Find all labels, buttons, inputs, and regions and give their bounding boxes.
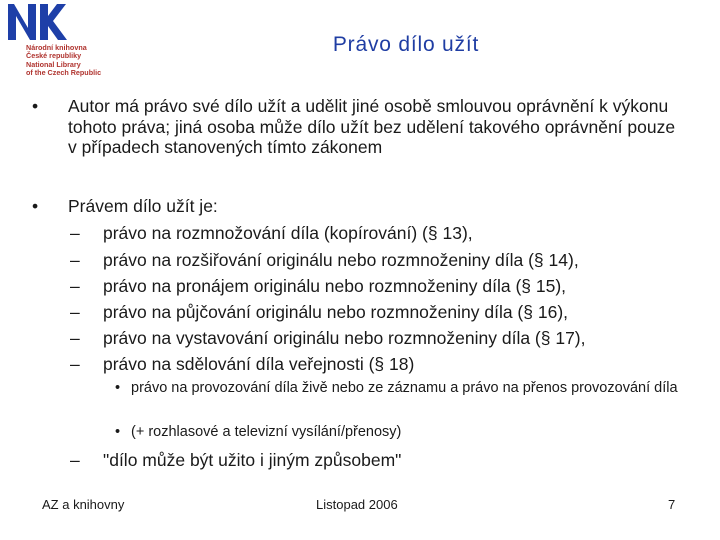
- footer-date: Listopad 2006: [316, 497, 398, 512]
- sub-bullet-text: právo na rozšiřování originálu nebo rozmnoženiny díla (§ 14),: [103, 250, 579, 270]
- bullet-text: Autor má právo své dílo užít a udělit jiné osobě smlouvou oprávnění k výkonu tohoto práva; jiná osoba může dílo užít bez udělení takového oprávnění pouze v případech stanovených tímto zákonem: [68, 96, 676, 157]
- dash-marker: –: [70, 328, 80, 348]
- bullet-marker: •: [115, 380, 121, 396]
- logo-text-line: of the Czech Republic: [26, 68, 102, 78]
- sub-sub-bullet-item: [115, 424, 691, 441]
- sub-bullet-item: [70, 354, 713, 375]
- sub-bullet-text: právo na rozmnožování díla (kopírování) (§ 13),: [103, 223, 473, 243]
- bullet-item: [32, 96, 688, 158]
- slide-title: Právo dílo užít: [332, 33, 480, 56]
- sub-bullet-text: právo na vystavování originálu nebo rozmnoženiny díla (§ 17),: [103, 328, 586, 348]
- dash-marker: –: [70, 250, 80, 270]
- sub-bullet-item: [70, 328, 713, 349]
- logo-text-line: Národní knihovna: [26, 43, 87, 52]
- dash-marker: –: [70, 450, 80, 470]
- dash-marker: –: [70, 223, 80, 243]
- footer-left: AZ a knihovny: [42, 497, 125, 512]
- sub-bullet-item: [70, 250, 713, 271]
- sub-sub-bullet-item: [115, 380, 691, 397]
- sub-bullet-text: právo na sdělování díla veřejnosti (§ 18): [103, 354, 415, 374]
- logo-text-line: České republiky: [26, 51, 82, 61]
- sub-bullet-item: [70, 302, 713, 323]
- dash-marker: –: [70, 302, 80, 322]
- bullet-marker: •: [32, 96, 39, 116]
- sub-sub-bullet-text: (+ rozhlasové a televizní vysílání/přenosy): [131, 424, 402, 440]
- sub-bullet-item: [70, 223, 713, 244]
- bullet-marker: •: [32, 196, 39, 216]
- sub-bullet-item: [70, 276, 713, 297]
- sub-bullet-text: právo na pronájem originálu nebo rozmnoženiny díla (§ 15),: [103, 276, 567, 296]
- dash-marker: –: [70, 276, 80, 296]
- bullet-item: [32, 196, 688, 217]
- logo-text-line: National Library: [26, 59, 81, 69]
- nk-logo-mark-icon: [6, 2, 68, 42]
- sub-sub-bullet-text: právo na provozování díla živě nebo ze záznamu a právo na přenos provozování díla: [131, 380, 678, 396]
- sub-bullet-text: "dílo může být užito i jiným způsobem": [103, 450, 402, 470]
- dash-marker: –: [70, 354, 80, 374]
- sub-bullet-item: [70, 450, 713, 471]
- sub-bullet-text: právo na půjčování originálu nebo rozmnoženiny díla (§ 16),: [103, 302, 569, 322]
- logo-text: [26, 44, 126, 78]
- nk-logo: [6, 2, 124, 84]
- bullet-marker: •: [115, 424, 121, 440]
- bullet-text: Právem dílo užít je:: [68, 196, 218, 216]
- page-number: 7: [668, 497, 676, 512]
